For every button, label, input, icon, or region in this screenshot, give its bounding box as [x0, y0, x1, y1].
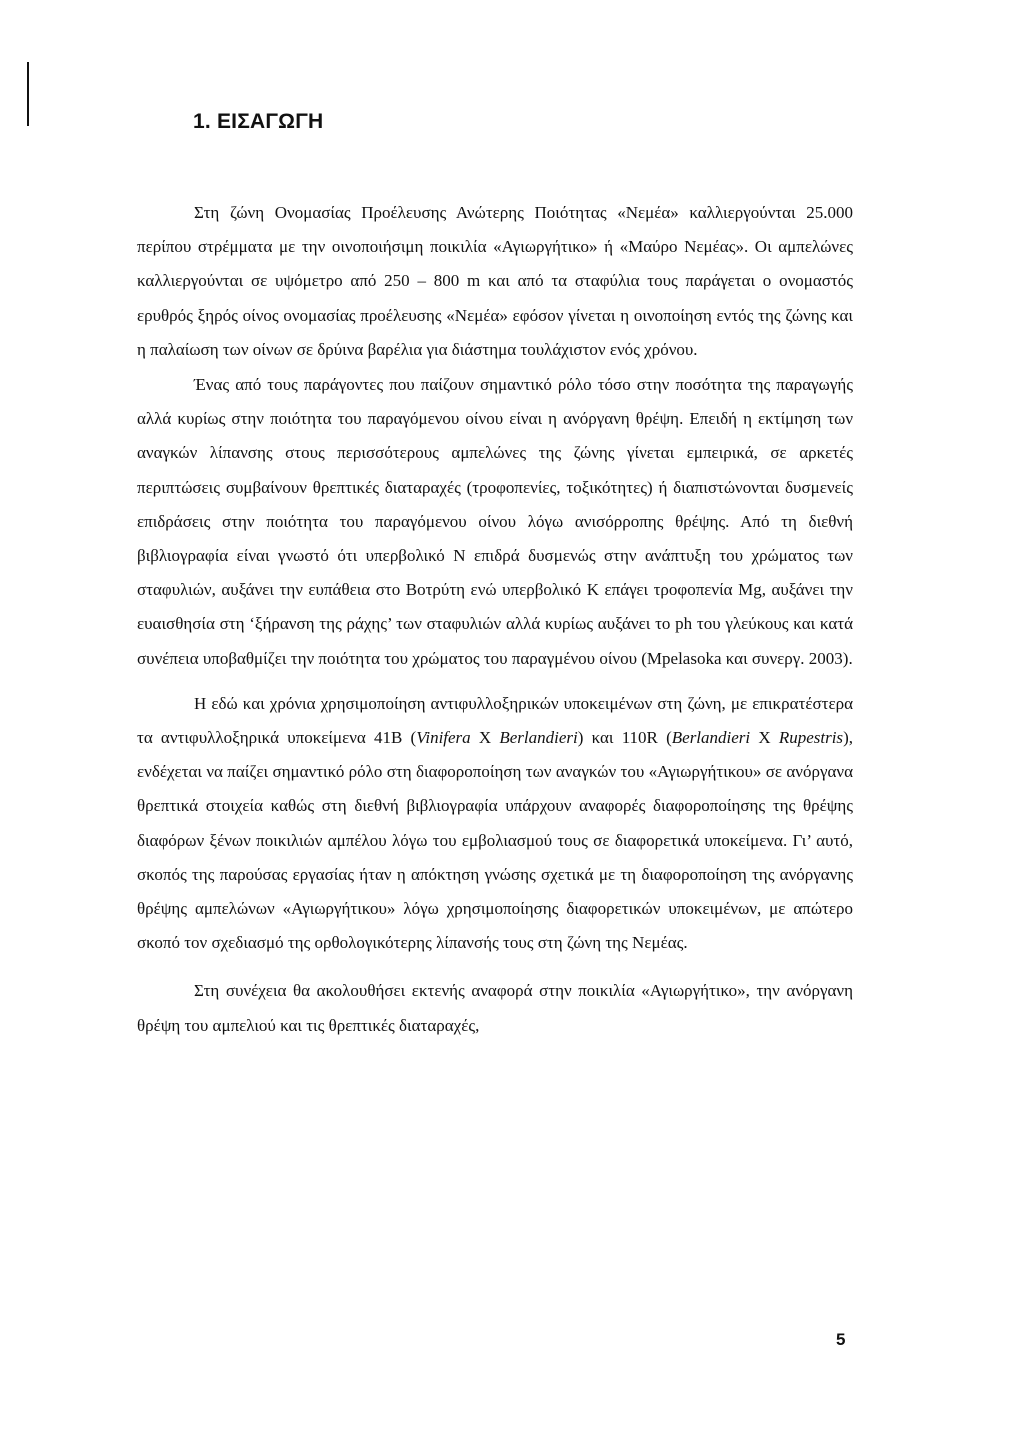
paragraph-rootstocks-part3: ), ενδέχεται να παίζει σημαντικό ρόλο στη διαφοροποίηση των αναγκών του «Αγιωργήτικου» σε ανόργανα θρεπτικά στοιχεία καθώς στη διεθνή βιβλιογραφία υπάρχουν αναφορές διαφοροποίησης της θρέψης διαφόρων ξένων ποικιλιών αμπέλου λόγω του εμβολιασμού τους σε διαφορετικά υποκείμενα. Γι’ αυτό, σκοπός της παρούσας εργασίας ήταν η απόκτηση γνώσης σχετικά με τη διαφοροποίηση της ανόργανης θρέψης αμπελώνων «Αγιωργήτικου» λόγω χρησιμοποίησης διαφορετικών υποκειμένων, με απώτερο σκοπό τον σχεδιασμό της ορθολογικότερης λίπανσής τους στη ζώνη της Νεμέας. [137, 728, 853, 953]
species-berlandieri-2: Berlandieri [671, 728, 751, 748]
cross-sign-2: Χ [750, 728, 779, 748]
species-berlandieri: Berlandieri [499, 728, 578, 748]
paragraph-outline: Στη συνέχεια θα ακολουθήσει εκτενής αναφορά στην ποικιλία «Αγιωργήτικο», την ανόργανη θρέψη του αμπελιού και τις θρεπτικές διαταραχές, [137, 981, 853, 1035]
paragraph-nutrition: Ένας από τους παράγοντες που παίζουν σημαντικό ρόλο τόσο στην ποσότητα της παραγωγής αλλά κυρίως στην ποιότητα του παραγόμενου οίνου είναι η ανόργανη θρέψη. Επειδή η εκτίμηση των αναγκών λίπανσης στους περισσότερους αμπελώνες της ζώνης γίνεται εμπειρικά, σε αρκετές περιπτώσεις συμβαίνουν θρεπτικές διαταραχές (τροφοπενίες, τοξικότητες) ή διαπιστώνονται δυσμενείς επιδράσεις στην ποιότητα του παραγόμενου οίνου λόγω ανισόρροπης θρέψης. Από τη διεθνή βιβλιογραφία είναι γνωστό ότι υπερβολικό Ν επιδρά δυσμενώς στην ανάπτυξη του χρώματος των σταφυλιών, αυξάνει την ευπάθεια στο Βοτρύτη ενώ υπερβολικό Κ επάγει τροφοπενία Mg, αυξάνει την ευαισθησία στη ‘ξήρανση της ράχης’ των σταφυλιών αλλά κυρίως αυξάνει το ph του γλεύκους και κατά συνέπεια υποβαθμίζει την ποιότητα του χρώματος του παραγμένου οίνου (Mpelasoka και συνεργ. 2003). [137, 375, 853, 668]
section-heading: 1. ΕΙΣΑΓΩΓΗ [193, 110, 324, 133]
paragraph-rootstocks-part2: ) και 110R ( [577, 728, 672, 748]
paragraph-rootstocks-part1: Η εδώ και χρόνια χρησιμοποίηση αντιφυλλοξηρικών υποκειμένων στη ζώνη, με επικρατέστερα τα αντιφυλλοξηρικά υποκείμενα 41Β ( [137, 693, 853, 748]
species-rupestris: Rupestris [778, 728, 844, 748]
cross-sign: Χ [470, 728, 500, 748]
body-text [137, 196, 853, 1043]
paragraph-intro: Στη ζώνη Ονομασίας Προέλευσης Ανώτερης Ποιότητας «Νεμέα» καλλιεργούνται 25.000 περίπου στρέμματα με την οινοποιήσιμη ποικιλία «Αγιωργήτικο» ή «Μαύρο Νεμέας». Οι αμπελώνες καλλιεργούνται σε υψόμετρο από 250 – 800 m και από τα σταφύλια τους παράγεται ο ονομαστός ερυθρός ξηρός οίνος ονομασίας προέλευσης «Νεμέα» εφόσον γίνεται η οινοποίηση εντός της ζώνης και η παλαίωση των οίνων σε δρύινα βαρέλια για διάστημα τουλάχιστον ενός χρόνου. [137, 203, 853, 359]
margin-bar [27, 62, 29, 126]
page-number: 5 [836, 1330, 846, 1349]
paragraph-rootstocks [137, 687, 853, 961]
species-vinifera: Vinifera [416, 728, 471, 748]
